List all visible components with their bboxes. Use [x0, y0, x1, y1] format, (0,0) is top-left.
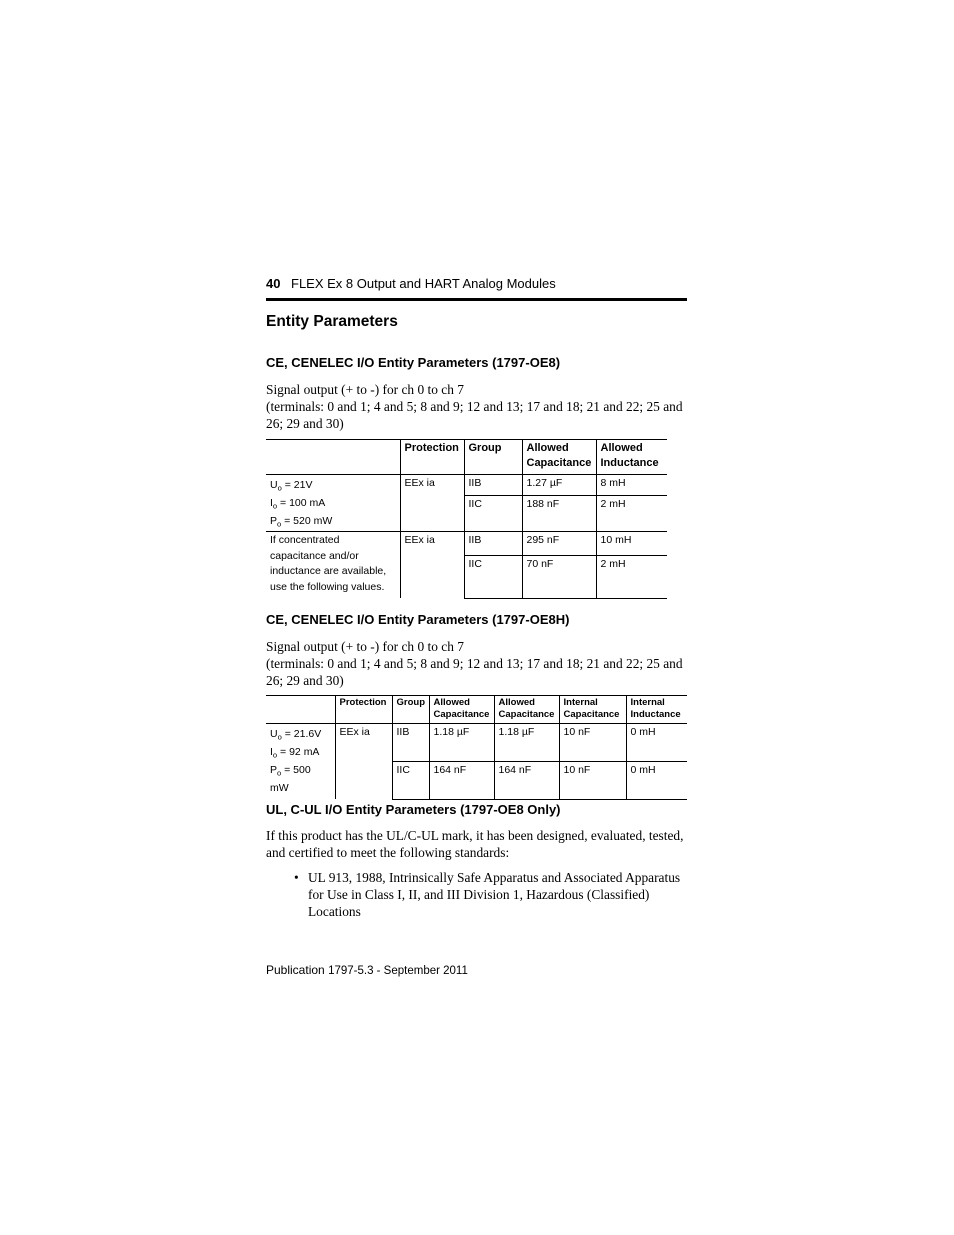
- section1-heading: CE, CENELEC I/O Entity Parameters (1797-OE8): [266, 355, 561, 370]
- concentrated-note: If concentrated capacitance and/or inductance are available, use the following values.: [266, 532, 400, 599]
- section3-paragraph: If this product has the UL/C-UL mark, it has been designed, evaluated, tested, and certified to meet the following standards:: [266, 828, 684, 860]
- internal-inductance-cell: 0 mH: [626, 724, 687, 762]
- capacitance-cell: 70 nF: [522, 555, 596, 598]
- entity-table-oe8: [266, 439, 667, 599]
- internal-inductance-cell: 0 mH: [626, 761, 687, 799]
- param-po: $P_o = 520$ mW: [270, 515, 333, 529]
- table-row: [266, 532, 667, 556]
- bullet-marker: •: [294, 870, 299, 885]
- header-group: Group: [392, 696, 429, 724]
- protection-cell: EEx ia: [335, 724, 392, 800]
- table-header-row: [266, 440, 667, 475]
- capacitance-cell: 188 nF: [522, 496, 596, 532]
- group-cell: IIB: [464, 475, 522, 496]
- inductance-cell: 8 mH: [596, 475, 667, 496]
- param-io: $I_o = 100$ mA: [270, 497, 326, 511]
- header-internal-capacitance: Internal Capacitance: [559, 696, 626, 724]
- param-uo: $U_o = 21.6V$: [270, 728, 322, 742]
- entity-table-oe8h: [266, 695, 687, 800]
- section3-heading: UL, C-UL I/O Entity Parameters (1797-OE8 Only): [266, 802, 561, 817]
- protection-cell: EEx ia: [400, 475, 464, 532]
- publication-footer: [266, 963, 468, 977]
- header-empty: [266, 696, 335, 724]
- header-empty: [266, 440, 400, 475]
- capacitance-cell: 1.27 µF: [522, 475, 596, 496]
- header-allowed-capacitance: Allowed Capacitance: [429, 696, 494, 724]
- header-allowed-inductance: Allowed Inductance: [596, 440, 667, 475]
- header-group: Group: [464, 440, 522, 475]
- group-cell: IIC: [464, 496, 522, 532]
- table-header-row: [266, 696, 687, 724]
- group-cell: IIB: [392, 724, 429, 762]
- section2-line2: (terminals: 0 and 1; 4 and 5; 8 and 9; 12 and 13; 17 and 18; 21 and 22; 25 and 26; 29 and 30): [266, 656, 683, 688]
- page-heading: Entity Parameters: [266, 313, 398, 330]
- inductance-cell: 10 mH: [596, 532, 667, 556]
- param-uo: $U_o = 21V$: [270, 479, 313, 493]
- inductance-cell: 2 mH: [596, 496, 667, 532]
- allowed-capacitance-2-cell: 1.18 µF: [494, 724, 559, 762]
- section2-line1: Signal output (+ to -) for ch 0 to ch 7: [266, 639, 464, 654]
- group-cell: IIC: [464, 555, 522, 598]
- section1-line2: (terminals: 0 and 1; 4 and 5; 8 and 9; 12 and 13; 17 and 18; 21 and 22; 25 and 26; 29 and 30): [266, 399, 683, 431]
- entity-values-cell: [266, 475, 400, 532]
- capacitance-cell: 295 nF: [522, 532, 596, 556]
- param-po: $P_o = 500$ mW: [270, 764, 311, 794]
- section1-line1: Signal output (+ to -) for ch 0 to ch 7: [266, 382, 464, 397]
- internal-capacitance-cell: 10 nF: [559, 724, 626, 762]
- header-allowed-capacitance: Allowed Capacitance: [522, 440, 596, 475]
- section2-description: [266, 638, 687, 689]
- table-row: [266, 724, 687, 762]
- allowed-capacitance-cell: 1.18 µF: [429, 724, 494, 762]
- protection-cell: EEx ia: [400, 532, 464, 599]
- page-number: 40: [266, 276, 281, 291]
- header-protection: Protection: [400, 440, 464, 475]
- header-rule: [266, 298, 687, 301]
- running-header-title: FLEX Ex 8 Output and HART Analog Modules: [291, 276, 556, 291]
- section1-description: [266, 381, 687, 432]
- param-io: $I_o = 92$ mA: [270, 746, 320, 760]
- header-internal-inductance: Internal Inductance: [626, 696, 687, 724]
- footer-text: 1797-5.3 - September 2011: [328, 965, 468, 977]
- header-allowed-capacitance-2: Allowed Capacitance: [494, 696, 559, 724]
- group-cell: IIB: [464, 532, 522, 556]
- header-protection: Protection: [335, 696, 392, 724]
- section2-heading: CE, CENELEC I/O Entity Parameters (1797-OE8H): [266, 612, 570, 627]
- table-row: [266, 475, 667, 496]
- allowed-capacitance-cell: 164 nF: [429, 761, 494, 799]
- entity-values-cell: [266, 724, 335, 800]
- internal-capacitance-cell: 10 nF: [559, 761, 626, 799]
- group-cell: IIC: [392, 761, 429, 799]
- list-item: UL 913, 1988, Intrinsically Safe Apparatus and Associated Apparatus for Use in Class I, II, and III Division 1, Hazardous (Classified) Locations: [308, 870, 681, 919]
- inductance-cell: 2 mH: [596, 555, 667, 598]
- footer-label: Publication: [266, 963, 325, 977]
- allowed-capacitance-2-cell: 164 nF: [494, 761, 559, 799]
